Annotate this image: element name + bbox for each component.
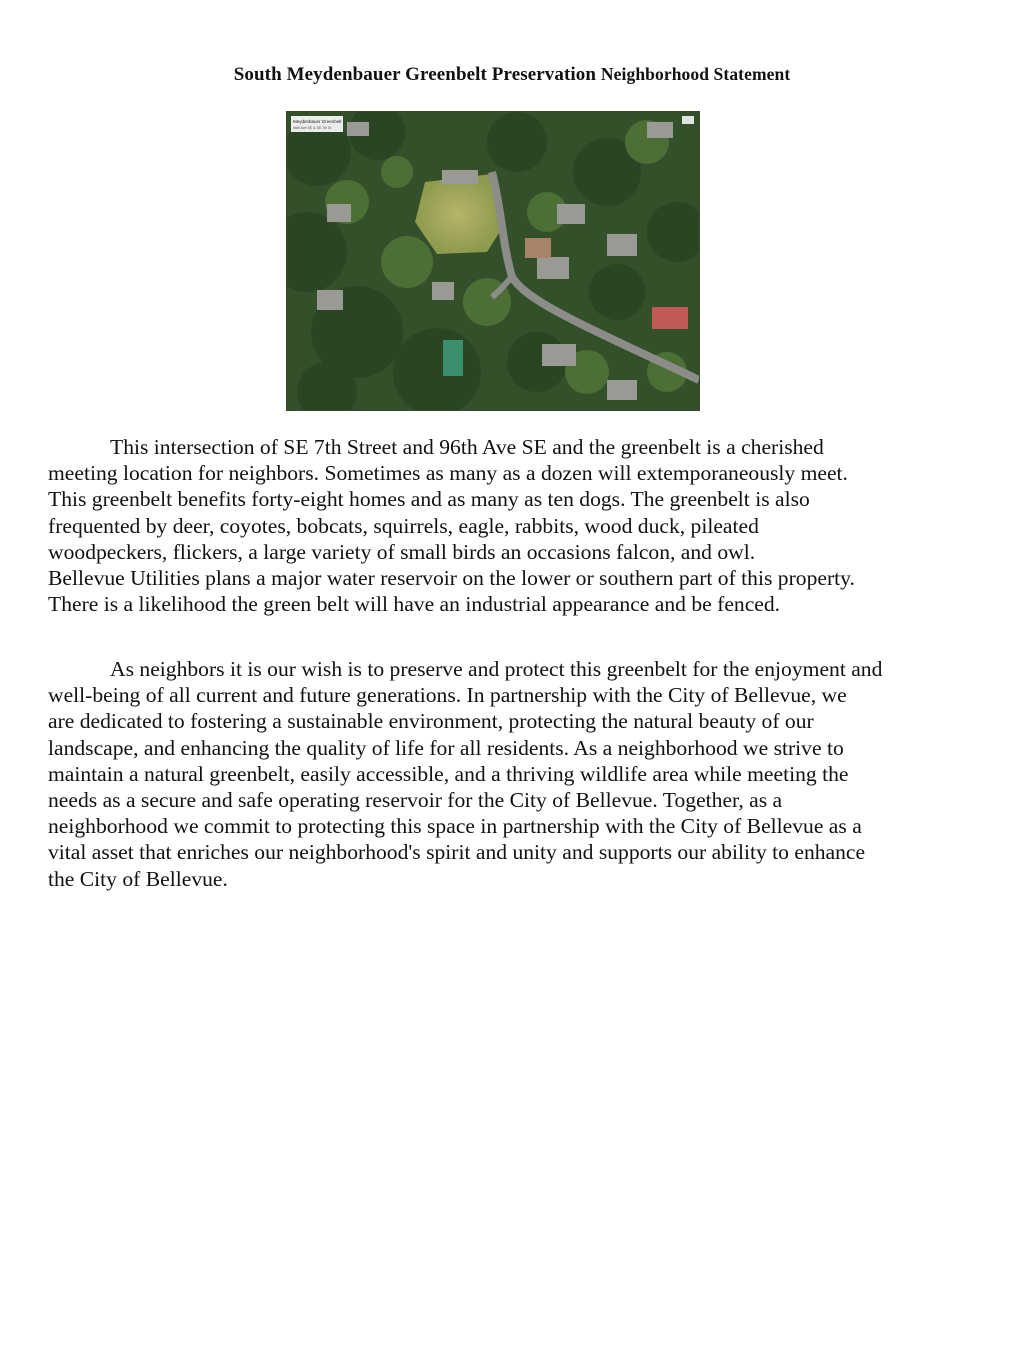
paragraph-line: maintain a natural greenbelt, easily accessible, and a thriving wildlife area while meeting the [48, 761, 849, 786]
map-label-title: Meydenbauer Greenbelt [293, 119, 342, 124]
aerial-photo [286, 111, 700, 411]
title-main: South Meydenbauer Greenbelt Preservation [233, 64, 597, 85]
paragraph-habitat [48, 434, 983, 617]
paragraph-line: frequented by deer, coyotes, bobcats, squirrels, eagle, rabbits, wood duck, pileated [48, 513, 759, 538]
paragraph-line: This greenbelt benefits forty-eight homes and as many as ten dogs. The greenbelt is also [48, 487, 810, 512]
paragraph-line: landscape, and enhancing the quality of life for all residents. As a neighborhood we strive to [48, 735, 844, 760]
paragraph-line: vital asset that enriches our neighborhood's spirit and unity and supports our ability to enhance [48, 840, 866, 865]
paragraph-line: woodpeckers, flickers, a large variety of small birds an occasions falcon, and owl. [48, 539, 756, 564]
paragraph-line: the City of Bellevue. [48, 866, 228, 891]
title-subtitle: Neighborhood Statement [600, 64, 791, 84]
paragraph-commitment [48, 656, 983, 892]
paragraph-line: well-being of all current and future generations. In partnership with the City of Bellevue, we [48, 683, 847, 708]
map-label-subtitle: 96th Ave SE & SE 7th St [293, 126, 332, 130]
paragraph-line: neighborhood we commit to protecting this space in partnership with the City of Bellevue as a [48, 814, 862, 839]
paragraph-line: needs as a secure and safe operating reservoir for the City of Bellevue. Together, as a [48, 788, 783, 813]
paragraph-line: There is a likelihood the green belt will have an industrial appearance and be fenced. [48, 592, 781, 617]
paragraph-line: are dedicated to fostering a sustainable environment, protecting the natural beauty of our [48, 709, 814, 734]
paragraph-line: meeting location for neighbors. Sometimes as many as a dozen will extemporaneously meet. [48, 461, 848, 486]
paragraph-line: Bellevue Utilities plans a major water reservoir on the lower or southern part of this property. [48, 566, 855, 591]
paragraph-line: As neighbors it is our wish is to preserve and protect this greenbelt for the enjoyment and [110, 657, 883, 681]
paragraph-line: This intersection of SE 7th Street and 96th Ave SE and the greenbelt is a cherished [110, 435, 824, 459]
page-title [0, 64, 1024, 86]
